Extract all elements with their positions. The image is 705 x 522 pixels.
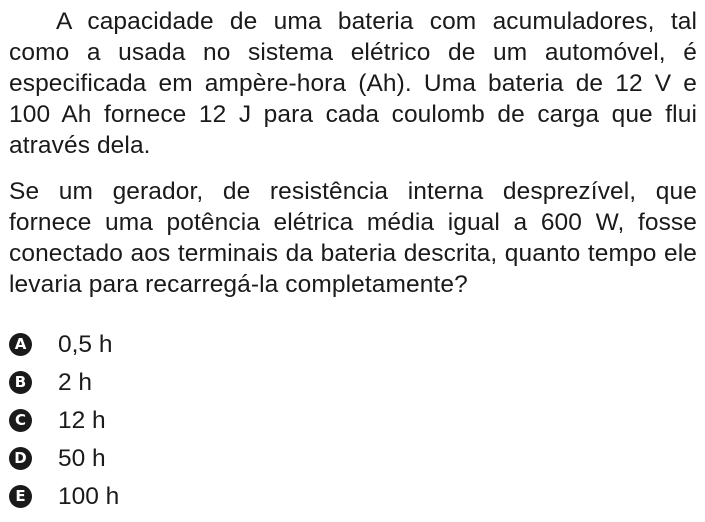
option-e[interactable] — [9, 477, 689, 515]
option-d-text: 50 h — [58, 444, 106, 472]
option-b[interactable] — [9, 363, 689, 401]
option-e-letter-badge: E — [9, 485, 32, 508]
question-paragraph-1: A capacidade de uma bateria com acumuladores, tal como a usada no sistema elétrico de um automóvel, é especificada em ampère-hora (Ah). Uma bateria de 12 V e 100 Ah fornece 12 J para cada coulomb de carga que flui através dela. — [9, 8, 697, 159]
option-c-letter-badge: C — [9, 409, 32, 432]
option-d-letter-badge: D — [9, 447, 32, 470]
question-statement — [9, 6, 697, 300]
option-b-letter-badge: B — [9, 371, 32, 394]
option-d[interactable] — [9, 439, 689, 477]
option-a-text: 0,5 h — [58, 330, 113, 358]
option-a[interactable] — [9, 325, 689, 363]
option-c[interactable] — [9, 401, 689, 439]
option-b-text: 2 h — [58, 368, 93, 396]
option-e-text: 100 h — [58, 482, 120, 510]
question-paragraph-2: Se um gerador, de resistência interna desprezível, que fornece uma potência elétrica média igual a 600 W, fosse conectado aos terminais da bateria descrita, quanto tempo ele levaria para recarregá-la completamente? — [9, 178, 697, 298]
option-c-text: 12 h — [58, 406, 106, 434]
answer-options — [9, 325, 689, 515]
option-a-letter-badge: A — [9, 333, 32, 356]
